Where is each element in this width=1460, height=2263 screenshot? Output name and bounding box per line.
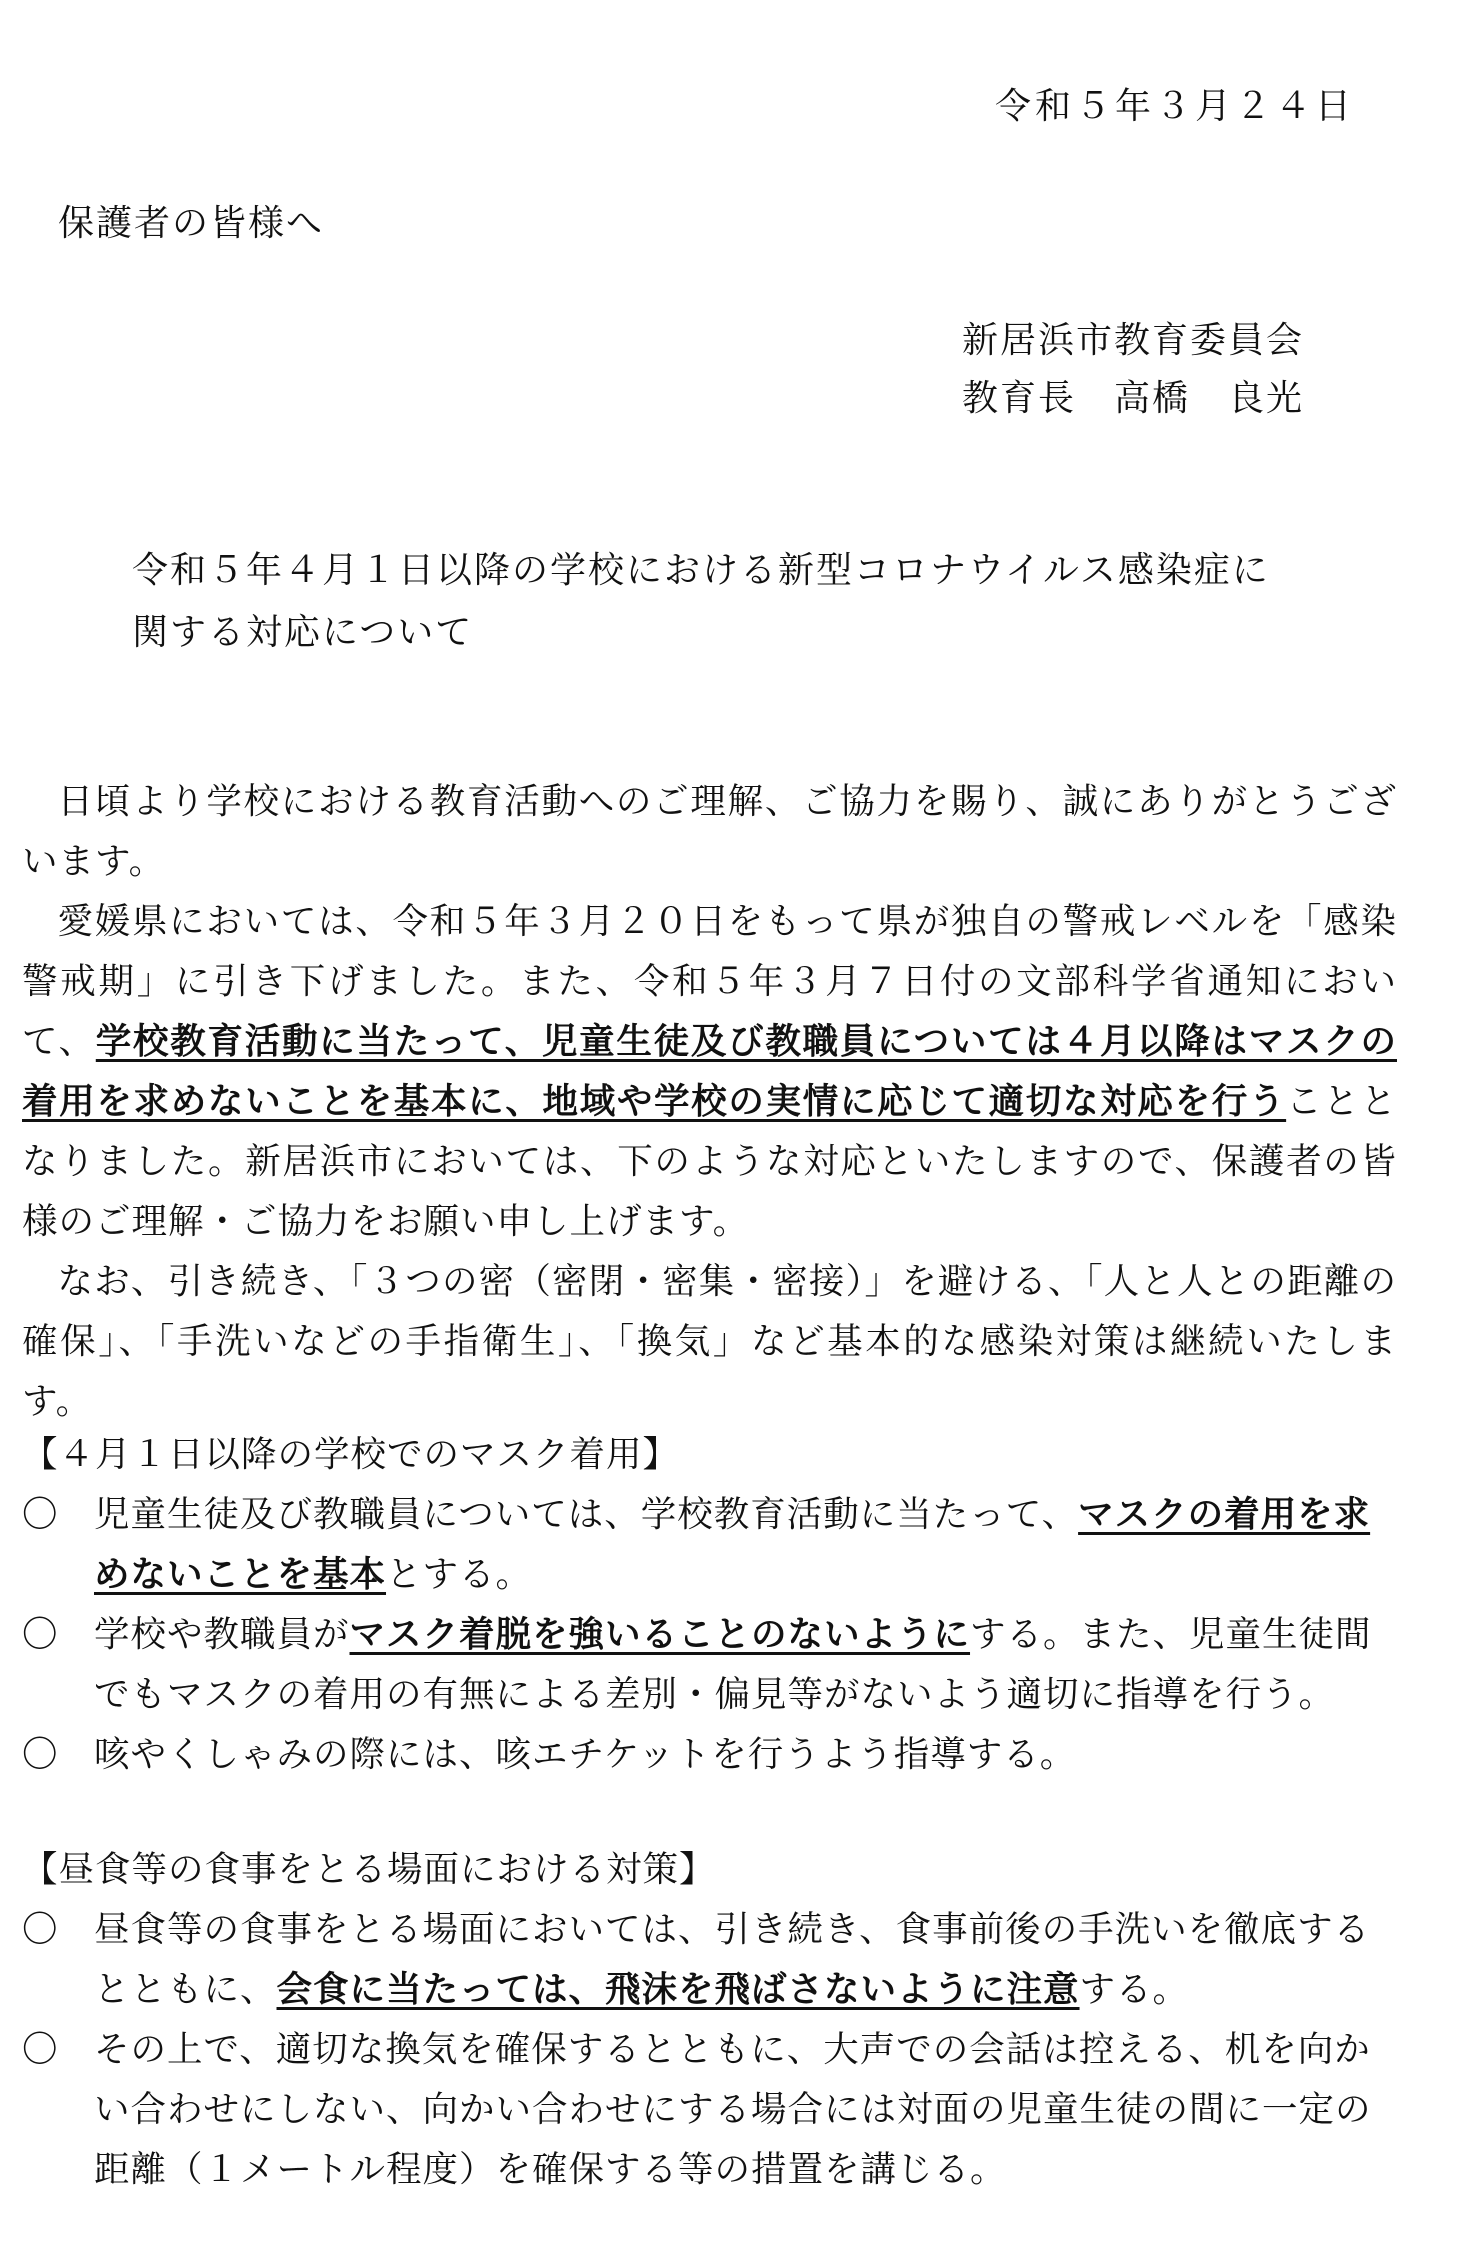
- list-item-text: その上で、適切な換気を確保するとともに、大声での会話は控える、机を向かい合わせにしない、向かい合わせにする場合には対面の児童生徒の間に一定の距離（１メートル程度）を確保する等の措置を講じる。: [94, 2029, 1372, 2190]
- document-title: 令和５年４月１日以降の学校における新型コロナウイルス感染症に関する対応について: [132, 550, 1270, 653]
- list-item-text-a: 学校や教職員が: [94, 1614, 350, 1655]
- list-item-text-a: 昼食等の食事をとる場面においては、引き続き、食事前後の手洗いを徹底するとともに、: [94, 1909, 1371, 2010]
- bullet-circle-icon: 〇: [22, 1909, 59, 1950]
- section-mask-heading: 【４月１日以降の学校でのマスク着用】: [22, 1434, 680, 1475]
- list-item-emphasis: マスク着脱を強いることのないように: [349, 1614, 971, 1655]
- sender-person: 教育長 高橋 良光: [962, 378, 1305, 419]
- section-meals-heading: 【昼食等の食事をとる場面における対策】: [22, 1849, 716, 1890]
- body-paragraph-3: なお、引き続き、「３つの密（密閉・密集・密接）」を避ける、「人と人との距離の確保」、「手洗いなどの手指衛生」、「換気」など基本的な感染対策は継続いたします。: [22, 1261, 1397, 1422]
- body-paragraph-2: [22, 892, 1397, 1252]
- bullet-circle-icon: 〇: [22, 1734, 59, 1775]
- section-meals: [22, 1840, 1397, 2200]
- list-item-text-b: する。また、児童生徒間でもマスクの着用の有無による差別・偏見等がないよう適切に指導を行う。: [94, 1614, 1372, 1715]
- sender-block: [962, 312, 1304, 428]
- body-paragraph-2-text-b: こととなりました。新居浜市においては、下のような対応といたしますので、保護者の皆様のご理解・ご協力をお願い申し上げます。: [22, 1081, 1397, 1242]
- list-item-emphasis: 会食に当たっては、飛沫を飛ばさないように注意: [276, 1969, 1080, 2010]
- list-item-text-a: 児童生徒及び教職員については、学校教育活動に当たって、: [94, 1494, 1079, 1535]
- addressee: 保護者の皆様へ: [58, 203, 325, 244]
- bullet-circle-icon: 〇: [22, 1494, 59, 1535]
- list-item: [22, 2020, 1397, 2200]
- list-item: [22, 1725, 1397, 1785]
- sender-organization: 新居浜市教育委員会: [962, 320, 1305, 361]
- list-item-text-b: する。: [1079, 1969, 1190, 2010]
- list-item-text-b: とする。: [386, 1554, 533, 1595]
- list-item-text: [94, 1485, 1397, 1605]
- list-item-text: [94, 1605, 1397, 1725]
- list-item: [22, 1485, 1397, 1605]
- body-paragraph-1: 日頃より学校における教育活動へのご理解、ご協力を賜り、誠にありがとうございます。: [22, 781, 1397, 882]
- bullet-circle-icon: 〇: [22, 1614, 59, 1655]
- list-item: [22, 1605, 1397, 1725]
- section-mask: [22, 1425, 1397, 1785]
- list-item-text: [94, 1900, 1397, 2020]
- body-paragraph-2-emphasis: 学校教育活動に当たって、児童生徒及び教職員については４月以降はマスクの着用を求めないことを基本に、地域や学校の実情に応じて適切な対応を行う: [22, 1021, 1397, 1122]
- document-body: [22, 772, 1397, 1432]
- list-item: [22, 1900, 1397, 2020]
- body-paragraph-2-text-a: 愛媛県においては、令和５年３月２０日をもって県が独自の警戒レベルを「感染警戒期」に引き下げました。また、令和５年３月７日付の文部科学省通知において、: [22, 901, 1397, 1062]
- bullet-circle-icon: 〇: [22, 2029, 59, 2070]
- document-date: 令和５年３月２４日: [994, 86, 1355, 127]
- list-item-text: 咳やくしゃみの際には、咳エチケットを行うよう指導する。: [94, 1734, 1077, 1775]
- list-item-emphasis: マスクの着用を求めないことを基本: [94, 1494, 1371, 1595]
